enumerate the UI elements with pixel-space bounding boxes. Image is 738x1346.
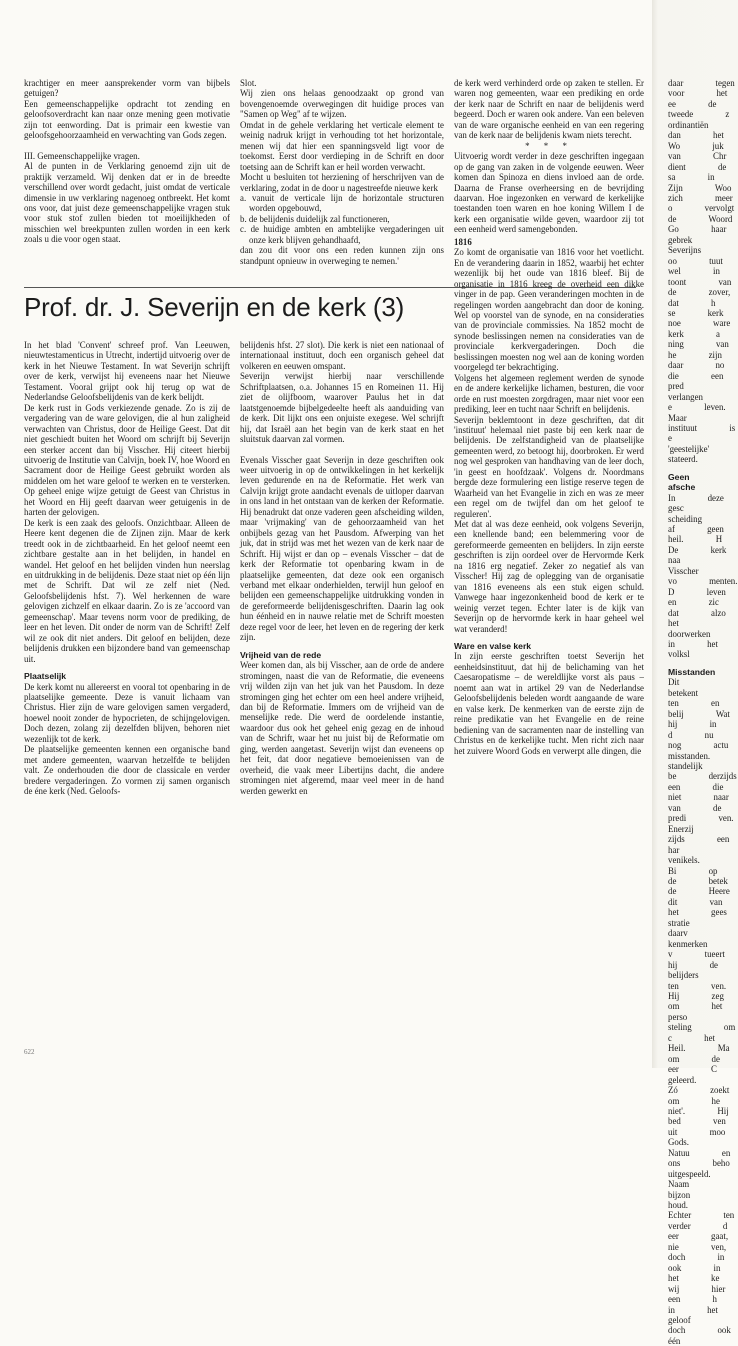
subheading-ware-valse-kerk: Ware en valse kerk bbox=[454, 641, 532, 652]
paragraph: Dit betekent ten en belij Wat hij in d nu nog actu misstanden. standelijk be derzijds een die niet naar van de predi ven. Enerzij zijds een har venikels. Bi op de betek de Heere dit van het gees stratie daarv kenmerken v tueert hij de belijders ten ven. Hij zeg om het perso steling om c het Heil. Ma om de eer C geleerd. Zó zoekt om he niet'. Hij bed ven uit moo Gods. Natuu en ons beho uitgespeeld. Naam bijzon houd. Echter ten verder d eer gaat, nie ven, doch in ook in het ke wij hier een h in het geloof doch ook één bbox=[668, 677, 737, 1346]
paragraph: De kerk is een zaak des geloofs. Onzichtbaar. Alleen de Heere kent degenen die de Zijnen zijn. Maar de kerk treedt ook in de zichtbaarheid. En het geloof neemt een zichtbare gestalte aan in het belijden, in handel en wandel. Het geloof en het belijden vinden hun neerslag en uitdrukking in de belijdenis. Deze staat niet op één lijn met de Schrift. Dat wil ze zelf niet (Ned. Geloofsbelijdenis hfst. 7). Wel herkennen de ware gelovigen zichzelf en elkaar daarin. Zo is ze 'accoord van gemeenschap'. Maar tevens norm voor de prediking, de leer en het leven. Dit onder de norm van de Schrift! Zelf wil ze ook dit niet anders. Dit geloof en belijden, deze belijdenis drukken een bijzondere band van gemeenschap uit. bbox=[24, 517, 230, 664]
paragraph: Uitvoerig wordt verder in deze geschriften ingegaan op de gang van zaken in de volgende eeuwen. Weer komen dan Spinoza en diens invloed aan de orde. Daarna de Franse overheersing en de bevrijding daarvan. Hoe ingezonken en verward de kerkelijke toestanden toen waren en hoe koning Willem I de kerk een organisatie wilde geven, waardoor zij tot een eenheid werd samengebonden. bbox=[454, 151, 644, 235]
paragraph: Severijn beklemtoont in deze geschriften, dat dit 'instituut' helemaal niet paste bij een kerk naar de belijdenis. De zelfstandigheid van de plaatselijke gemeenten werd, zo betoogt hij, doorbroken. Er werd nog wel gesproken van handhaving van de leer doch, 'in geest en hoofdzaak'. Volgens dr. Noordmans bergde deze formulering een listige reserve tegen de Waarheid van het Evangelie in zich en was ze meer een regel om de twijfel dan om het geloof te reguleren'. bbox=[454, 414, 644, 519]
top-column-1 bbox=[24, 78, 230, 278]
paragraph: De kerk rust in Gods verkiezende genade. Zo is zij de vergadering van de ware gelovigen, die al hun zaligheid verwachten van Christus, door de Heilige Geest. Dat dit niet geschiedt buiten het Woord om schrijft bij Severijn een sterker accent dan bij Visscher. Hij citeert hierbij uitvoerig de Institutie van Calvijn, boek IV, hoe Woord en Sacrament door de Heilige Geest gebruikt worden als middelen om het ware geloof te werken en te versterken. Op geheel enige wijze getuigt de Geest van Christus in het Woord en Hij geeft daarvan weer getuigenis in de harten der gelovigen. bbox=[24, 402, 230, 518]
paragraph: Al de punten in de Verklaring genoemd zijn uit de praktijk verzameld. Wij denken dat er in de breedte verschillend over wordt gedacht, juist omdat de verticale dimensie in uw verklaring nagenoeg ontbreekt. Het komt ons voor, dat juist deze gemeenschappelijke vragen stuk voor stuk stof zullen bieden tot moeilijkheden of misschien wel breekpunten zullen worden in een kerk zoals u die voor ogen staat. bbox=[24, 161, 230, 245]
paragraph: Slot. bbox=[240, 78, 257, 88]
article-column-4-cropped bbox=[668, 78, 738, 1346]
section-break: * * * bbox=[525, 140, 573, 151]
list-item: c. de huidige ambten en ambtelijke vergaderingen uit onze kerk blijven gehandhaafd, bbox=[240, 224, 444, 245]
article-column-2 bbox=[240, 340, 444, 1040]
article-column-1 bbox=[24, 340, 230, 1040]
paragraph: De kerk komt nu allereerst en vooral tot openbaring in de plaatselijke gemeente. Deze is vanuit lichaam van Christus. Hier zijn de ware gelovigen samen vergaderd, hoewel nooit zonder de hypocrieten, de schijngelovigen. Doch dezen, zolang zij dezelfden blijven, behoren niet wezenlijk tot de kerk. bbox=[24, 681, 230, 744]
paragraph: daar tegen voor het ee de tweede z ordinantiën dan het Wo juk van Chr dient de sa in Zijn Woo zich meer o vervolgt de Woord Go haar gebrek Severijns oo tuut wel in toont van de zover, dat h se kerk noe ware kerk a ning van he zijn daar no die een pred verlangen e leven. Maar instituut is e 'geestelijke' stateerd. bbox=[668, 78, 736, 465]
subheading-plaatselijk: Plaatselijk bbox=[24, 671, 67, 682]
paragraph: Met dat al was deze eenheid, ook volgens Severijn, een knellende band; een belemmering voor de gereformeerde gemeenten en belijders. In zijn eerste geschriften is zijn oordeel over de Hervormde Kerk na 1816 erg negatief. Zeker zo negatief als van Visscher! Hij zag de oplegging van de organisatie van 1816 eveneens als een stuk eigen schuld. Vanwege haar ingezonkenheid bood de kerk er te weinig verzet tegen. Echter later is de kijk van Severijn op de hervormde kerk in haar geheel wel wat veranderd! bbox=[454, 519, 644, 634]
subheading-misstanden: Misstanden bbox=[668, 666, 716, 677]
top-column-2 bbox=[240, 78, 444, 278]
paragraph: krachtiger en meer aansprekender vorm van bijbels getuigen? bbox=[24, 78, 230, 99]
list-item: a. vanuit de verticale lijn de horizontale structuren worden opgebouwd, bbox=[240, 192, 444, 214]
paragraph: Wij zien ons helaas genoodzaakt op grond van bovengenoemde overwegingen dit huidige proces van "Samen op Weg" af te wijzen. bbox=[240, 88, 444, 120]
page-number: 622 bbox=[24, 1048, 35, 1056]
subheading-vrijheid: Vrijheid van de rede bbox=[240, 649, 322, 660]
paragraph: Weer komen dan, als bij Visscher, aan de orde de andere stromingen, naast die van de Reformatie, die eveneens vrij wilden zijn van het juk van het Pausdom. In deze stromingen ging het echter om een heel andere vrijheid, dan bij de Reformatie. Immers om de vrijheid van de menselijke rede. Die werd de oordelende instantie, waardoor dus ook het geheel enig gezag en de inhoud van de Schrift, waar het nu juist bij de Reformatie om ging, werden aangetast. Severijn wijst dan eveneens op het feit, dat door negatieve bemoeienissen van de overheid, die vaak meer Libertijns dacht, die andere stromingen niet afgeremd, maar veel meer in de hand werden gewerkt en bbox=[240, 660, 444, 796]
paragraph: Een gemeenschappelijke opdracht tot zending en geloofsoverdracht kan naar onze mening geen motivatie zijn tot eenwording. Dat is primair een kwestie van geloofsgehoorzaamheid en verwachting van Gods zegen. bbox=[24, 98, 230, 141]
article-title: Prof. dr. J. Severijn en de kerk (3) bbox=[24, 292, 405, 322]
paragraph: Zo komt de organisatie van 1816 voor het voetlicht. En de verandering daarin in 1852, waarbij het echter wezenlijk bij het oude van 1816 bleef. Bij de organisatie in 1816 kreeg de overheid een dikke vinger in de pap. Geen veranderingen mochten in de regelingen worden aangebracht dan door de koning. Wel op voorstel van de synode, en na consideraties van de provinciale commissies. Na 1852 mocht de synode beslissingen nemen na consideraties van de provinciale kerkvergaderingen. Doch die beslissingen moesten nog wel aan de koning worden voorgelegd ter bekrachtiging. bbox=[454, 247, 644, 373]
paragraph: De plaatselijke gemeenten kennen een organische band met andere gemeenten, waarvan hetzelfde te belijden valt. Ze onderhouden die door de classicale en verder bredere vergaderingen. Zo vormen zij samen organisch de éne kerk (Ned. Geloofs- bbox=[24, 744, 230, 797]
subheading-geen-afscheiding: Geen afsche bbox=[668, 471, 696, 493]
paragraph: de kerk werd verhinderd orde op zaken te stellen. Er waren nog gemeenten, waar een prediking en orde der kerk naar de Schrift en naar de belijdenis werd begeerd. Doch er waren ook andere. Van een beleven van de ware organische eenheid en van een regering van de kerk naar de belijdenis kwam niets terecht. bbox=[454, 78, 644, 141]
section-heading: III. Gemeenschappelijke vragen. bbox=[24, 150, 140, 161]
list-item: b. de belijdenis duidelijk zal functioneren, bbox=[240, 213, 390, 224]
paragraph: In het blad 'Convent' schreef prof. Van Leeuwen, nieuwtestamenticus in Utrecht, indertijd uitvoerig over de kerk in het Nieuwe Testament. In wat Severijn schrijft over de kerk, verwijst hij eveneens naar het Nieuwe Testament. Vooral grijpt ook hij terug op wat de Nederlandse Geloofsbelijdenis van de kerk belijdt. bbox=[24, 340, 230, 403]
paragraph: belijdenis hfst. 27 slot). Die kerk is niet een nationaal of internationaal instituut, doch een organisch geheel dat volkeren en eeuwen omspant. bbox=[240, 340, 444, 371]
paragraph: Omdat in de gehele verklaring het verticale element te weinig nadruk krijgt in verhouding tot het horizontale, menen wij dat hier een spanningsveld ligt voor de toekomst. Eerst door verdieping in de Schrift en door toetsing aan de Schrift kan er heil worden verwacht. bbox=[240, 119, 444, 172]
paragraph: Mocht u besluiten tot herziening of herschrijven van de verklaring, zodat in de door u nagestreefde nieuwe kerk bbox=[240, 172, 444, 193]
paragraph: Severijn verwijst hierbij naar verschillende Schriftplaatsen, o.a. Johannes 15 en Romeinen 11. Hij ziet de olijfboom, waarover Paulus het in dat laatstgenoemde bijbelgedeelte heeft als aanduiding van de kerk. Dit lijkt ons een onjuiste exegese. Wel schrijft hij, dat Israël aan het begin van de kerk staat en het sluitstuk daarvan zal vormen. bbox=[240, 371, 444, 445]
paragraph: Volgens het algemeen reglement werden de synode en de andere kerkelijke lichamen, besturen, die voor orde en rust moesten zorgdragen, maar niet voor een prediking, leer en tucht naar Schrift en belijdenis. bbox=[454, 372, 644, 415]
subheading-1816: 1816 bbox=[454, 236, 472, 247]
paragraph: Evenals Visscher gaat Severijn in deze geschriften ook weer uitvoerig in op de ontwikkelingen in het kerkelijk leven gedurende en na de Reformatie. Het werk van Calvijn krijgt grote aandacht evenals de uitloper daarvan in ons land in het ontstaan van de kerken der Reformatie. Hij benadrukt dat onze vaderen geen afscheiding wilden, maar 'vrijmaking' van de gehoorzaamheid van het onbijbels gezag van het Pausdom. Afwerping van het juk, dat in strijd was met het wezen van de kerk naar de Schrift. Hij wijst er dan op – evenals Visscher – dat de kerk der Reformatie tot openbaring kwam in de plaatselijke gemeenten, dat deze ook een organisch verband met elkaar onderhielden, terwijl hun geloof en belijden een gemeenschappelijke uitdrukking vonden in de gereformeerde belijdenisgeschriften. Daarin lag ook hun éénheid en in nauwe relatie met de Schrift moesten deze regel voor de leer, het leven en de regering der kerk zijn. bbox=[240, 454, 444, 643]
article-column-3 bbox=[454, 78, 644, 1040]
paragraph: In deze gesc scheiding af geen heil. H De kerk naa Visscher vo menten. D leven en zic dat alzo het doorwerken in het volksl bbox=[668, 492, 738, 660]
paragraph: In zijn eerste geschriften toetst Severijn het eenheidsinstituut, dat hij de belichaming van het Caesaropatisme – de wereldlijke vorst als paus – noemt aan wat in artikel 29 van de Nederlandse Geloofsbelijdenis beleden wordt aangaande de ware en valse kerk. De kenmerken van de eerste zijn de reine predikatie van het Evangelie en de reine bediening van de sacramenten naar de instelling van Christus en de kerkelijke tucht. Men richt zich naar het zuivere Woord Gods en verwerpt alle dingen, die bbox=[454, 651, 644, 756]
paragraph: dan zou dit voor ons een reden kunnen zijn ons standpunt opnieuw in overweging te nemen.' bbox=[240, 245, 444, 266]
conditions-list bbox=[240, 193, 444, 245]
